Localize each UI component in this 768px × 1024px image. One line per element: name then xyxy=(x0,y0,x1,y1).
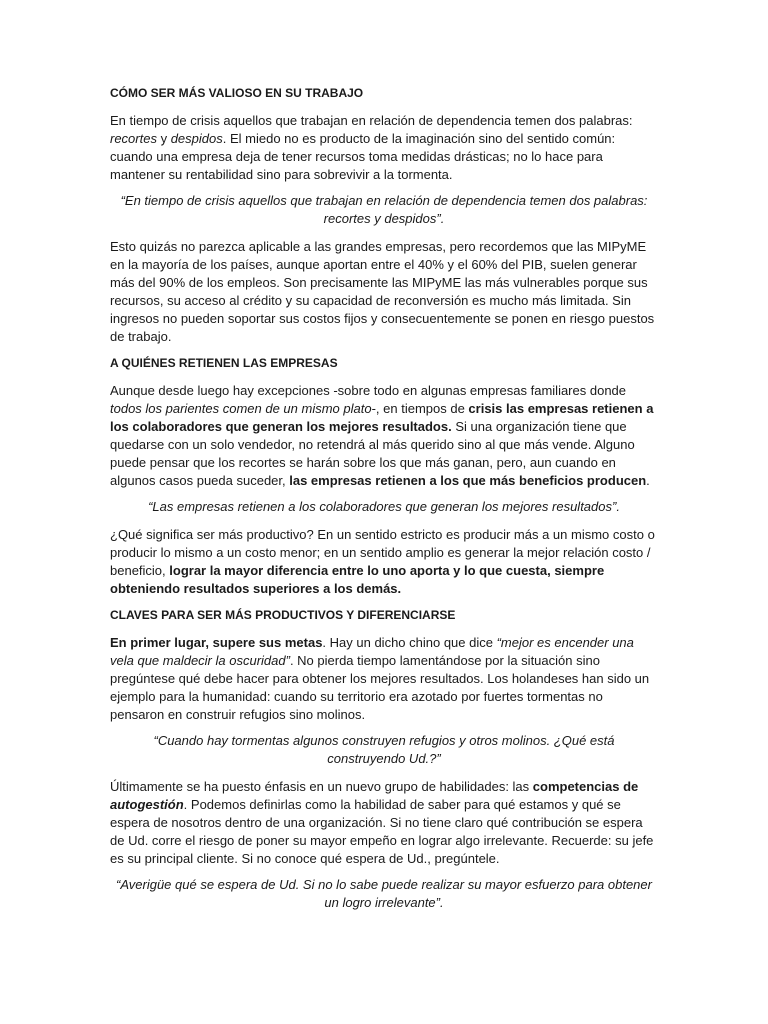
bold-run: las empresas retienen a los que más beneficios producen xyxy=(289,473,647,488)
text-run: En tiempo de crisis aquellos que trabajan en relación de dependencia temen dos palabras: xyxy=(110,113,633,128)
text-run: ¿Qué significa ser más productivo? En un sentido estricto es producir más a un mismo costo o producir lo mismo a un costo menor; en un sentido amplio es generar la mejor relación costo / beneficio, xyxy=(110,527,655,578)
paragraph-productivo xyxy=(110,526,658,598)
heading-claves: CLAVES PARA SER MÁS PRODUCTIVOS Y DIFERENCIARSE xyxy=(110,608,456,622)
text-run: . Hay un dicho chino que dice xyxy=(322,635,497,650)
pull-quote-retienen: “Las empresas retienen a los colaboradores que generan los mejores resultados”. xyxy=(148,499,620,514)
text-run: . Podemos definirlas como la habilidad de saber para qué estamos y qué se espera de nosotros dentro de una organización. Si no tiene claro qué contribución se espera de Ud. corre el riesgo de poner su mayor empeño en lograr algo irrelevante. Recuerde: su jefe es su principal cliente. Si no conoce qué espera de Ud., pregúntele. xyxy=(110,797,654,866)
text-run: . El miedo no es producto de la imaginación sino del sentido común: cuando una empresa deja de tener recursos toma medidas drásticas; no lo hace para mantener su rentabilidad sino para sobrevivir a la tormenta. xyxy=(110,131,616,182)
text-run: y xyxy=(156,131,171,146)
text-run: Si una organización tiene que quedarse con un solo vendedor, no retendrá al más querido sino al que más vende. Alguno puede pensar que los recortes se harán sobre los que más ganan, pero, aun cuando en algunos casos pueda suceder, xyxy=(110,419,635,488)
heading-valioso: CÓMO SER MÁS VALIOSO EN SU TRABAJO xyxy=(110,86,364,100)
text-run: Aunque desde luego hay excepciones -sobre todo en algunas empresas familiares donde xyxy=(110,383,627,398)
paragraph-autogestion xyxy=(110,778,658,868)
italic-run: todos los parientes comen de un mismo plato xyxy=(110,401,372,416)
bold-run: competencias de xyxy=(532,779,639,794)
italic-run: recortes xyxy=(110,131,157,146)
text-run: . xyxy=(646,473,650,488)
bold-run: En primer lugar, supere sus metas xyxy=(110,635,323,650)
text-run: Últimamente se ha puesto énfasis en un nuevo grupo de habilidades: las xyxy=(110,779,533,794)
text-run: -, en tiempos de xyxy=(371,401,469,416)
bold-run: lograr la mayor diferencia entre lo uno aporta y lo que cuesta, siempre obteniendo resultados superiores a los demás. xyxy=(110,563,605,596)
paragraph-metas xyxy=(110,634,658,724)
heading-retienen: A QUIÉNES RETIENEN LAS EMPRESAS xyxy=(110,356,338,370)
pull-quote-averigue: “Averigüe qué se espera de Ud. Si no lo sabe puede realizar su mayor esfuerzo para obtener un logro irrelevante”. xyxy=(116,877,652,910)
paragraph-excepciones xyxy=(110,382,658,490)
text-run: . No pierda tiempo lamentándose por la situación sino pregúntese qué debe hacer para obtener los mejores resultados. Los holandeses han sido un ejemplo para la humanidad: cuando su territorio era azotado por fuertes tormentas no pensaron en construir refugios sino molinos. xyxy=(110,653,650,722)
paragraph-mipyme: Esto quizás no parezca aplicable a las grandes empresas, pero recordemos que las MIPyME en la mayoría de los países, aunque aportan entre el 40% y el 60% del PIB, suelen generar más del 90% de los empleos. Son precisamente las MIPyME las más vulnerables porque sus recursos, su acceso al crédito y su capacidad de reconversión es mucho más limitada. Sin ingresos no pueden soportar sus costos fijos y consecuentemente se ponen en riesgo puestos de trabajo. xyxy=(110,239,655,344)
pull-quote-molinos: “Cuando hay tormentas algunos construyen refugios y otros molinos. ¿Qué está construyendo Ud.?” xyxy=(153,733,615,766)
bold-run: crisis las empresas retienen a los colaboradores que generan los mejores resultados. xyxy=(110,401,654,434)
bold-italic-run: autogestión xyxy=(110,797,184,812)
paragraph-crisis xyxy=(110,112,658,184)
pull-quote-crisis: “En tiempo de crisis aquellos que trabajan en relación de dependencia temen dos palabras: recortes y despidos”. xyxy=(120,193,648,226)
italic-run: despidos xyxy=(170,131,223,146)
italic-run: “mejor es encender una vela que maldecir la oscuridad” xyxy=(110,635,634,668)
